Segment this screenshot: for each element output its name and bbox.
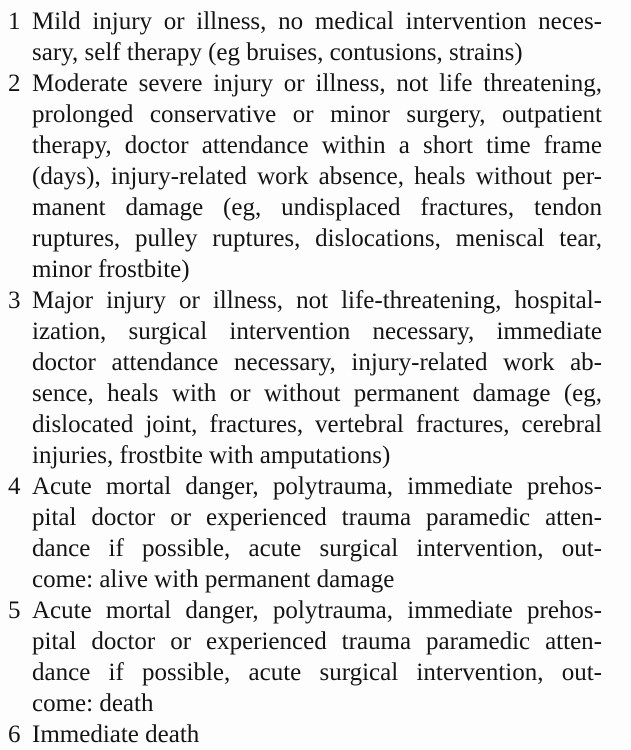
item-number: 1 — [8, 8, 21, 35]
item-line: (days), injury-related work absence, heals without per- — [32, 163, 602, 190]
item-line: Moderate severe injury or illness, not life threatening, — [32, 70, 602, 97]
list-item — [8, 719, 602, 750]
item-text — [32, 6, 602, 68]
item-line: doctor attendance necessary, injury-related work ab- — [32, 349, 602, 376]
item-line: sence, heals with or without permanent damage (eg, — [32, 380, 602, 407]
item-text — [32, 68, 602, 285]
item-line: prolonged conservative or minor surgery, outpatient — [32, 101, 602, 128]
item-text — [32, 471, 602, 595]
item-number: 5 — [8, 597, 21, 624]
item-line: Major injury or illness, not life-threatening, hospital- — [32, 287, 602, 314]
item-line: ization, surgical intervention necessary, immediate — [32, 318, 602, 345]
list-item — [8, 595, 602, 719]
item-line: pital doctor or experienced trauma paramedic atten- — [32, 628, 602, 655]
item-line: come: alive with permanent damage — [32, 566, 395, 593]
item-line: injuries, frostbite with amputations) — [32, 442, 391, 469]
item-line: dance if possible, acute surgical intervention, out- — [32, 535, 602, 562]
list-item — [8, 6, 602, 68]
item-line: dance if possible, acute surgical intervention, out- — [32, 659, 602, 686]
item-line: manent damage (eg, undisplaced fractures, tendon — [32, 194, 602, 221]
item-text — [32, 285, 602, 471]
item-text — [32, 719, 602, 750]
item-text — [32, 595, 602, 719]
item-line: dislocated joint, fractures, vertebral fractures, cerebral — [32, 411, 602, 438]
item-line: sary, self therapy (eg bruises, contusions, strains) — [32, 39, 523, 66]
item-line: minor frostbite) — [32, 256, 190, 283]
item-line: Acute mortal danger, polytrauma, immediate prehos- — [32, 473, 602, 500]
item-line: Acute mortal danger, polytrauma, immediate prehos- — [32, 597, 602, 624]
item-line: pital doctor or experienced trauma paramedic atten- — [32, 504, 602, 531]
item-number: 2 — [8, 70, 21, 97]
item-number: 3 — [8, 287, 21, 314]
item-line: ruptures, pulley ruptures, dislocations, meniscal tear, — [32, 225, 602, 252]
item-number: 4 — [8, 473, 21, 500]
item-line: Mild injury or illness, no medical intervention neces- — [32, 8, 602, 35]
list-item — [8, 285, 602, 471]
item-line: come: death — [32, 690, 154, 717]
severity-scale-list — [8, 6, 602, 750]
list-item — [8, 471, 602, 595]
item-number: 6 — [8, 721, 21, 748]
list-item — [8, 68, 602, 285]
item-line: therapy, doctor attendance within a short time frame — [32, 132, 602, 159]
item-line: Immediate death — [32, 721, 200, 748]
